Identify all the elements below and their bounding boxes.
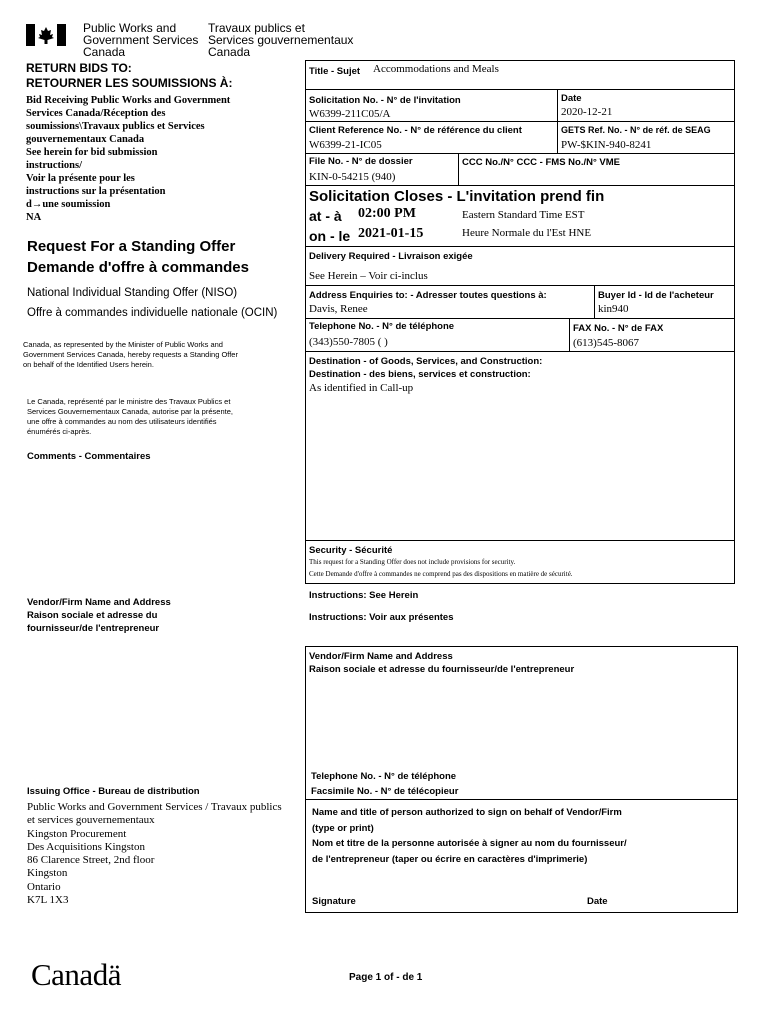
security-text-fr: Cette Demande d'offre à commandes ne comprend pas des dispositions en matière de sécurité. — [309, 570, 573, 578]
request-title-en: Request For a Standing Offer — [27, 238, 236, 255]
issuing-office-line: et services gouvernementaux — [27, 814, 155, 827]
closes-time-value: 02:00 PM — [358, 206, 416, 221]
issuing-office-line: Ontario — [27, 880, 61, 893]
issuing-office-line: Des Acquisitions Kingston — [27, 840, 145, 853]
closes-title: Solicitation Closes - L'invitation prend fin — [309, 188, 605, 205]
canada-flag-icon — [26, 24, 66, 46]
return-bids-line: gouvernementaux Canada — [26, 134, 145, 145]
fax-value: (613)545-8067 — [573, 337, 639, 349]
vendor-left-label: Raison sociale et adresse du — [27, 610, 158, 621]
issuing-office-label: Issuing Office - Bureau de distribution — [27, 786, 200, 797]
dept-name-en-2: Government Services — [83, 33, 199, 47]
telephone-value: (343)550-7805 ( ) — [309, 336, 388, 348]
dept-name-en-3: Canada — [83, 45, 126, 59]
closes-on-label: on - le — [309, 228, 351, 244]
request-paragraph-en: Government Services Canada, hereby requests a Standing Offer — [23, 350, 238, 359]
dept-name-fr-2: Services gouvernementaux — [208, 33, 354, 47]
fax-label: FAX No. - N° de FAX — [573, 323, 664, 334]
return-bids-line: NA — [26, 212, 42, 223]
page-number: Page 1 of - de 1 — [349, 972, 423, 983]
destination-label-en: Destination - of Goods, Services, and Construction: — [309, 356, 543, 367]
request-paragraph-fr: Le Canada, représenté par le ministre des Travaux Publics et — [27, 397, 231, 406]
title-label: Title - Sujet — [309, 66, 361, 77]
issuing-office-line: K7L 1X3 — [27, 894, 69, 907]
security-label: Security - Sécurité — [309, 545, 393, 556]
dept-name-fr-3: Canada — [208, 45, 251, 59]
ccc-label: CCC No./N° CCC - FMS No./N° VME — [462, 157, 621, 168]
return-bids-line: See herein for bid submission — [26, 147, 158, 158]
canada-wordmark: Canadä — [31, 957, 121, 992]
destination-label-fr: Destination - des biens, services et construction: — [309, 369, 531, 380]
return-bids-address — [26, 94, 286, 228]
date-value: 2020-12-21 — [561, 106, 613, 118]
request-paragraph-en: on behalf of the Identified Users herein. — [23, 360, 154, 369]
delivery-label: Delivery Required - Livraison exigée — [309, 251, 473, 262]
request-paragraph-fr: Services Gouvernementaux Canada, autorise par la présente, — [27, 407, 233, 416]
file-label: File No. - N° de dossier — [309, 156, 413, 167]
comments-label: Comments - Commentaires — [27, 451, 151, 462]
vendor-name-label: Vendor/Firm Name and Address — [309, 651, 453, 662]
request-paragraph-fr: une offre à commandes au nom des utilisateurs identifiés — [27, 417, 217, 426]
gets-value: PW-$KIN-940-8241 — [561, 139, 652, 151]
return-bids-title-fr: RETOURNER LES SOUMISSIONS À: — [26, 76, 233, 90]
return-bids-line: soumissions\Travaux publics et Services — [26, 121, 205, 132]
return-bids-line: d→une soumission — [26, 199, 111, 210]
signatory-instruction: (type or print) — [312, 822, 374, 834]
client-ref-value: W6399-21-IC05 — [309, 139, 382, 151]
return-bids-line: Services Canada/Réception des — [26, 108, 166, 119]
issuing-office-line: Kingston — [27, 867, 68, 880]
dept-name-en-1: Public Works and — [83, 21, 177, 35]
request-title-fr: Demande d'offre à commandes — [27, 259, 249, 276]
return-bids-line: instructions/ — [26, 160, 83, 171]
vendor-telephone-label: Telephone No. - N° de téléphone — [311, 771, 457, 782]
request-paragraph-fr: énumérés ci-après. — [27, 427, 92, 436]
security-text-en: This request for a Standing Offer does not include provisions for security. — [309, 558, 516, 566]
signatory-instruction: Name and title of person authorized to sign on behalf of Vendor/Firm — [312, 807, 622, 818]
solicitation-value: W6399-211C05/A — [309, 108, 391, 120]
return-bids-line: instructions sur la présentation — [26, 186, 166, 197]
return-bids-line: Bid Receiving Public Works and Government — [26, 95, 231, 106]
file-value: KIN-0-54215 (940) — [309, 171, 396, 183]
return-bids-title-en: RETURN BIDS TO: — [26, 61, 132, 75]
signature-label: Signature — [312, 896, 356, 907]
dept-name-fr-1: Travaux publics et — [208, 21, 305, 35]
delivery-value: See Herein – Voir ci-inclus — [309, 270, 428, 282]
instructions-en: Instructions: See Herein — [309, 590, 419, 601]
offer-type-en: National Individual Standing Offer (NISO) — [27, 287, 238, 299]
buyer-id-label: Buyer Id - Id de l'acheteur — [598, 290, 714, 301]
vendor-left-label: Vendor/Firm Name and Address — [27, 597, 171, 608]
buyer-id-value: kin940 — [598, 303, 629, 315]
return-bids-line: Voir la présente pour les — [26, 173, 135, 184]
issuing-office-line: Public Works and Government Services / Travaux publics — [27, 801, 282, 813]
issuing-office-line: 86 Clarence Street, 2nd floor — [27, 854, 155, 867]
signature-date-label: Date — [587, 896, 608, 907]
instructions-fr: Instructions: Voir aux présentes — [309, 612, 454, 623]
vendor-address-label: Raison sociale et adresse du fournisseur/de l'entrepreneur — [309, 664, 575, 675]
address-enquiries-label: Address Enquiries to: - Adresser toutes questions à: — [309, 290, 547, 301]
closes-at-label: at - à — [309, 208, 342, 224]
address-enquiries-value: Davis, Renee — [309, 303, 368, 315]
timezone-fr: Heure Normale du l'Est HNE — [462, 227, 592, 239]
signatory-instruction: de l'entrepreneur (taper ou écrire en caractères d'imprimerie) — [312, 853, 588, 865]
solicitation-label: Solicitation No. - N° de l'invitation — [309, 95, 461, 106]
vendor-left-label: fournisseur/de l'entrepreneur — [27, 623, 160, 634]
vendor-fax-label: Facsimile No. - N° de télécopieur — [311, 786, 459, 797]
timezone-en: Eastern Standard Time EST — [462, 209, 585, 221]
signatory-instruction: Nom et titre de la personne autorisée à signer au nom du fournisseur/ — [312, 838, 627, 849]
vendor-name-field[interactable] — [309, 678, 734, 766]
destination-value: As identified in Call-up — [309, 382, 414, 394]
gets-label: GETS Ref. No. - N° de réf. de SEAG — [561, 125, 711, 135]
telephone-label: Telephone No. - N° de téléphone — [309, 321, 455, 332]
title-value: Accommodations and Meals — [373, 63, 499, 75]
issuing-office-line: Kingston Procurement — [27, 827, 127, 840]
offer-type-fr: Offre à commandes individuelle nationale (OCIN) — [27, 307, 278, 319]
client-ref-label: Client Reference No. - N° de référence du client — [309, 125, 522, 136]
closes-date-value: 2021-01-15 — [358, 226, 424, 241]
date-label: Date — [561, 93, 582, 104]
request-paragraph-en: Canada, as represented by the Minister of Public Works and — [23, 340, 223, 349]
